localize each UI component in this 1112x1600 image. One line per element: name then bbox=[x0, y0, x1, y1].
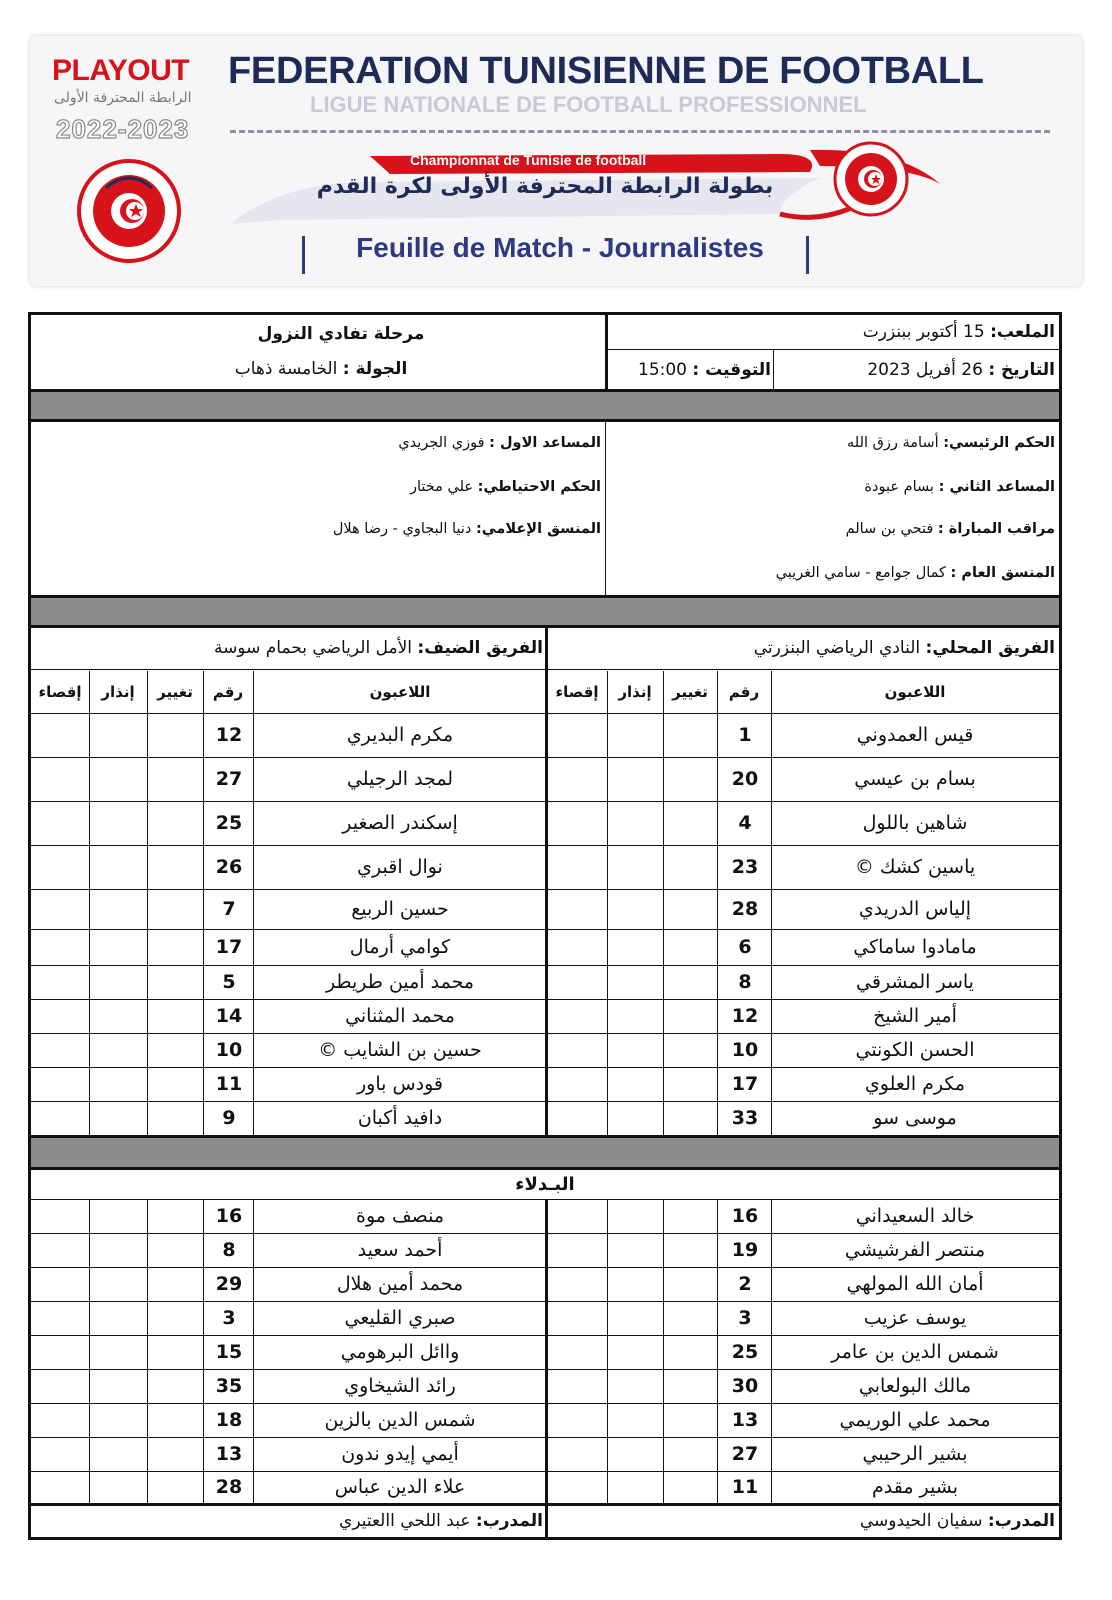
player-name: أحمد سعيد bbox=[357, 1239, 443, 1261]
player-name: شمس الدين بالزين bbox=[324, 1409, 476, 1431]
away-col-exclusion: إقصاء bbox=[38, 683, 82, 701]
player-number: 20 bbox=[731, 768, 759, 790]
subs-title: البـدلاء bbox=[515, 1173, 575, 1195]
player-number: 10 bbox=[731, 1039, 759, 1061]
date-label: التاريخ : bbox=[988, 360, 1055, 380]
stadium-value: 15 أكتوبر ببنزرت bbox=[862, 322, 985, 342]
match-sheet-table bbox=[28, 312, 1062, 1540]
player-name: محمد علي الوريمي bbox=[839, 1409, 991, 1431]
player-number: 10 bbox=[215, 1039, 243, 1061]
home-col-exclusion: إقصاء bbox=[555, 683, 599, 701]
player-name: حسين بن الشايب © bbox=[318, 1039, 482, 1061]
home-col-warning: إنذار bbox=[618, 683, 652, 701]
first-assistant-row bbox=[35, 427, 601, 459]
player-name: حسين الربيع bbox=[351, 898, 449, 920]
player-number: 25 bbox=[731, 1341, 759, 1363]
home-coach-label: المدرب: bbox=[987, 1511, 1055, 1531]
general-coordinator-label: المنسق العام : bbox=[950, 565, 1055, 581]
player-number: 13 bbox=[215, 1443, 243, 1465]
home-team-name: النادي الرياضي البنزرتي bbox=[753, 638, 921, 658]
away-team-row bbox=[35, 629, 543, 667]
away-col-change: تغيير bbox=[157, 683, 193, 701]
player-number: 28 bbox=[215, 1476, 243, 1498]
stadium-row bbox=[611, 315, 1055, 349]
player-number: 25 bbox=[215, 812, 243, 834]
home-col-players: اللاعبون bbox=[884, 683, 946, 701]
round-value: الخامسة ذهاب bbox=[234, 359, 338, 379]
player-name: منتصر الفرشيشي bbox=[844, 1239, 986, 1261]
player-name: مامادوا ساماكي bbox=[853, 936, 977, 958]
date-value: 26 أفريل 2023 bbox=[867, 360, 983, 380]
player-number: 35 bbox=[215, 1375, 243, 1397]
general-coordinator-value: كمال جوامع - سامي الغريبي bbox=[775, 565, 946, 581]
player-number: 19 bbox=[731, 1239, 759, 1261]
main-referee-row bbox=[611, 427, 1055, 459]
player-name: شاهين باللول bbox=[862, 812, 968, 834]
player-number: 16 bbox=[215, 1205, 243, 1227]
separator-band bbox=[31, 595, 1059, 627]
player-number: 23 bbox=[731, 856, 759, 878]
player-name: أمان الله المولهي bbox=[846, 1273, 984, 1295]
player-number: 2 bbox=[738, 1273, 752, 1295]
sheet-title: Feuille de Match - Journalistes bbox=[356, 232, 764, 263]
player-name: محمد المثناني bbox=[345, 1005, 455, 1027]
stadium-label: الملعب: bbox=[990, 322, 1055, 342]
season-label: 2022-2023 bbox=[56, 114, 190, 144]
player-name: قودس باور bbox=[356, 1073, 444, 1095]
player-name: مالك البولعابي bbox=[858, 1375, 972, 1397]
player-number: 13 bbox=[731, 1409, 759, 1431]
player-name: بسام بن عيسي bbox=[854, 768, 976, 790]
reserve-referee-label: الحكم الاحتياطي: bbox=[477, 479, 601, 495]
player-name: لمجد الرجيلي bbox=[346, 768, 454, 790]
player-number: 27 bbox=[215, 768, 243, 790]
match-observer-value: فتحي بن سالم bbox=[845, 521, 934, 537]
player-number: 11 bbox=[215, 1073, 243, 1095]
playout-subtitle: الرابطة المحترفة الأولى bbox=[54, 90, 192, 106]
player-name: يوسف عزيب bbox=[863, 1307, 967, 1329]
main-referee-label: الحكم الرئيسي: bbox=[943, 435, 1055, 451]
player-number: 9 bbox=[222, 1107, 236, 1129]
away-team-name: الأمل الرياضي بحمام سوسة bbox=[213, 638, 412, 658]
media-coordinator-row bbox=[35, 513, 601, 545]
player-number: 30 bbox=[731, 1375, 759, 1397]
player-name: بشير مقدم bbox=[871, 1476, 959, 1498]
player-name: دافيد أكبان bbox=[357, 1107, 443, 1129]
main-referee-value: أسامة رزق الله bbox=[847, 435, 939, 451]
player-number: 1 bbox=[738, 724, 752, 746]
home-col-change: تغيير bbox=[672, 683, 708, 701]
player-name: نوال اقبري bbox=[357, 856, 443, 878]
player-name: مكرم العلوي bbox=[864, 1073, 966, 1095]
first-assistant-label: المساعد الاول : bbox=[489, 435, 601, 451]
round-row bbox=[181, 351, 461, 387]
player-name: خالد السعيداني bbox=[855, 1205, 975, 1227]
player-name: أيمي إيدو ندون bbox=[341, 1443, 459, 1465]
player-number: 28 bbox=[731, 898, 759, 920]
player-number: 27 bbox=[731, 1443, 759, 1465]
player-name: إلياس الدريدي bbox=[858, 898, 972, 920]
player-number: 14 bbox=[215, 1005, 243, 1027]
home-coach-name: سفيان الحيدوسي bbox=[859, 1511, 983, 1531]
championship-ar: بطولة الرابطة المحترفة الأولى لكرة القدم bbox=[316, 174, 774, 199]
player-name: ياسين كشك © bbox=[854, 856, 976, 878]
second-assistant-label: المساعد الثاني : bbox=[938, 479, 1055, 495]
championship-fr: Championnat de Tunisie de football bbox=[410, 152, 647, 168]
player-name: إسكندر الصغير bbox=[342, 812, 458, 834]
player-name: بشير الرحيبي bbox=[862, 1443, 968, 1465]
away-coach-name: عبد اللحي االعتيري bbox=[339, 1511, 471, 1531]
federation-title: FEDERATION TUNISIENNE DE FOOTBALL bbox=[228, 50, 984, 92]
player-name: محمد أمين طريطر bbox=[325, 971, 475, 993]
match-observer-label: مراقب المباراة : bbox=[937, 521, 1055, 537]
player-number: 6 bbox=[738, 936, 752, 958]
player-name: علاء الدين عباس bbox=[334, 1476, 466, 1498]
first-assistant-value: فوزي الجريدي bbox=[398, 435, 485, 451]
header-banner bbox=[30, 36, 1082, 286]
date-row bbox=[777, 351, 1055, 389]
ftf-emblem-icon bbox=[832, 140, 910, 218]
away-col-players: اللاعبون bbox=[369, 683, 431, 701]
player-number: 11 bbox=[731, 1476, 759, 1498]
home-team-row bbox=[553, 629, 1055, 667]
player-name: ياسر المشرقي bbox=[856, 971, 974, 993]
player-number: 16 bbox=[731, 1205, 759, 1227]
time-label: التوقيت : bbox=[692, 360, 771, 380]
player-number: 8 bbox=[738, 971, 752, 993]
federation-logo-icon bbox=[76, 158, 182, 264]
player-number: 12 bbox=[731, 1005, 759, 1027]
player-number: 18 bbox=[215, 1409, 243, 1431]
separator-band bbox=[31, 1137, 1059, 1167]
player-name: شمس الدين بن عامر bbox=[831, 1341, 999, 1363]
home-team-label: الفريق المحلي: bbox=[925, 638, 1055, 658]
player-name: الحسن الكونتي bbox=[855, 1039, 975, 1061]
second-assistant-value: بسام عبودة bbox=[864, 479, 934, 495]
ligue-subtitle: LIGUE NATIONALE DE FOOTBALL PROFESSIONNEL bbox=[310, 92, 867, 117]
player-number: 3 bbox=[222, 1307, 236, 1329]
player-number: 26 bbox=[215, 856, 243, 878]
player-number: 15 bbox=[215, 1341, 243, 1363]
away-coach-row bbox=[35, 1506, 543, 1536]
player-name: موسى سو bbox=[873, 1107, 957, 1129]
match-observer-row bbox=[611, 513, 1055, 545]
playout-title: PLAYOUT bbox=[52, 54, 190, 87]
player-number: 5 bbox=[222, 971, 236, 993]
player-number: 17 bbox=[731, 1073, 759, 1095]
time-row bbox=[609, 351, 771, 389]
dashed-divider bbox=[230, 130, 1050, 133]
home-coach-row bbox=[553, 1506, 1055, 1536]
player-name: محمد أمين هلال bbox=[336, 1273, 464, 1295]
round-label: الجولة : bbox=[342, 359, 408, 379]
player-name: صبري القليعي bbox=[344, 1307, 456, 1329]
general-coordinator-row bbox=[611, 557, 1055, 589]
second-assistant-row bbox=[611, 471, 1055, 503]
home-col-number: رقم bbox=[728, 683, 760, 701]
time-value: 15:00 bbox=[638, 360, 687, 380]
player-name: مكرم البديري bbox=[346, 724, 454, 746]
player-number: 33 bbox=[731, 1107, 759, 1129]
player-number: 8 bbox=[222, 1239, 236, 1261]
player-number: 17 bbox=[215, 936, 243, 958]
player-name: منصف موة bbox=[355, 1205, 445, 1227]
player-number: 4 bbox=[738, 812, 752, 834]
player-number: 29 bbox=[215, 1273, 243, 1295]
media-coordinator-value: دنيا البجاوي - رضا هلال bbox=[332, 521, 472, 537]
separator-band bbox=[31, 389, 1059, 421]
away-col-warning: إنذار bbox=[101, 683, 135, 701]
title-bar-right bbox=[806, 236, 809, 274]
reserve-referee-value: علي مختار bbox=[409, 479, 474, 495]
away-coach-label: المدرب: bbox=[475, 1511, 543, 1531]
player-number: 3 bbox=[738, 1307, 752, 1329]
media-coordinator-label: المنسق الإعلامي: bbox=[475, 521, 601, 537]
away-team-label: الفريق الضيف: bbox=[417, 638, 543, 658]
player-name: قيس العمدوني bbox=[856, 724, 974, 746]
stage-title: مرحلة تفادي النزول bbox=[257, 324, 425, 344]
away-col-number: رقم bbox=[212, 683, 244, 701]
player-number: 12 bbox=[215, 724, 243, 746]
player-name: أمير الشيخ bbox=[873, 1005, 957, 1027]
player-name: كوامي أرمال bbox=[349, 936, 451, 958]
player-number: 7 bbox=[222, 898, 236, 920]
player-name: رائد الشيخاوي bbox=[344, 1375, 456, 1397]
reserve-referee-row bbox=[35, 471, 601, 503]
player-name: واائل البرهومي bbox=[340, 1341, 460, 1363]
